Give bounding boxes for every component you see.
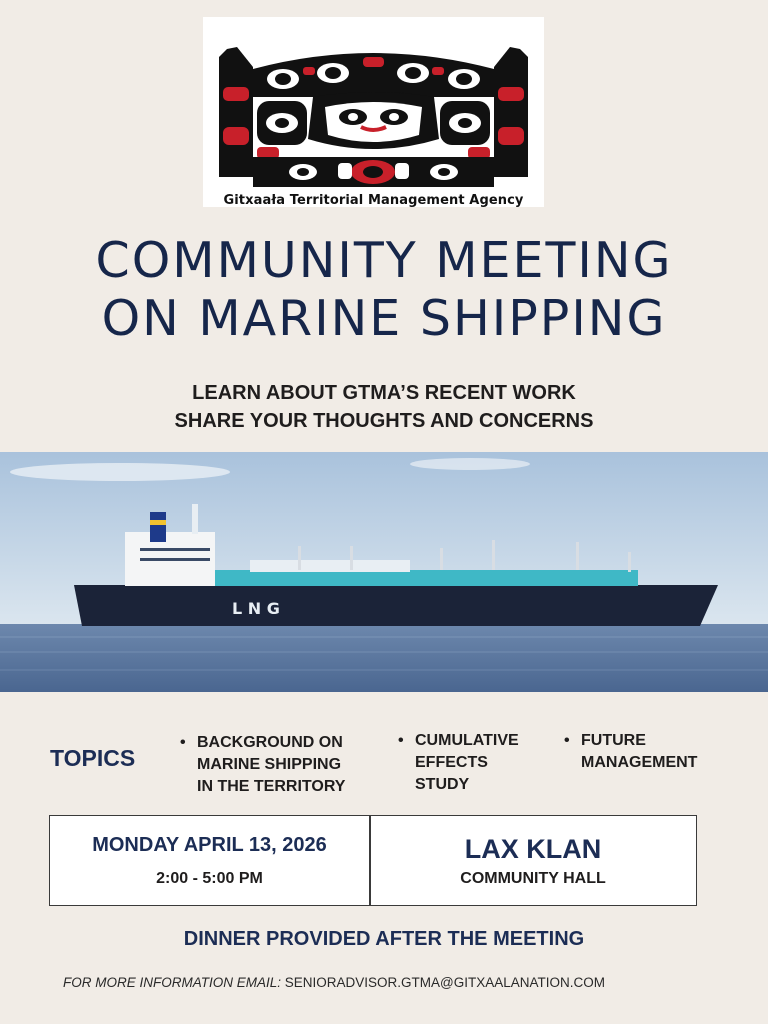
topic-line: MARINE SHIPPING [197,756,342,773]
topic-item-background [180,732,377,798]
topic-line: STUDY [415,776,470,793]
topic-line: EFFECTS [415,754,488,771]
contact-email[interactable]: SENIORADVISOR.GTMA@GITXAALANATION.COM [284,975,606,990]
topic-line: BACKGROUND ON [197,734,343,751]
topic-line: CUMULATIVE [415,732,519,749]
topic-line: FUTURE [581,732,646,749]
event-venue-detail: COMMUNITY HALL [460,870,606,887]
dinner-notice: DINNER PROVIDED AFTER THE MEETING [183,928,585,950]
organization-name: Gitxaała Territorial Management Agency [223,193,524,208]
contact-label: FOR MORE INFORMATION EMAIL: [63,975,282,990]
page-title [0,232,768,348]
subtitle-line-2: SHARE YOUR THOUGHTS AND CONCERNS [174,410,594,432]
event-time: 2:00 - 5:00 PM [156,870,263,887]
title-line-2: ON MARINE SHIPPING [101,290,667,347]
event-venue: LAX KLAN [464,834,602,864]
contact-line [63,975,605,990]
topic-line: IN THE TERRITORY [197,778,346,795]
logo-card [203,17,544,207]
topic-line: MANAGEMENT [581,754,698,771]
topics-label: TOPICS [50,745,136,771]
formline-art-logo [213,27,534,187]
bullet-icon: • [180,734,186,751]
event-date: MONDAY APRIL 13, 2026 [92,834,327,856]
subtitle [0,379,768,435]
lng-ship-photo [0,452,768,692]
hull-lettering: L N G [232,599,280,618]
topic-item-future-management [564,730,741,774]
title-line-1: COMMUNITY MEETING [95,232,673,289]
subtitle-line-1: LEARN ABOUT GTMA’S RECENT WORK [192,382,576,404]
bullet-icon: • [564,732,570,749]
bullet-icon: • [398,732,404,749]
event-details-box [49,815,697,906]
topic-item-cumulative-effects [398,730,555,796]
